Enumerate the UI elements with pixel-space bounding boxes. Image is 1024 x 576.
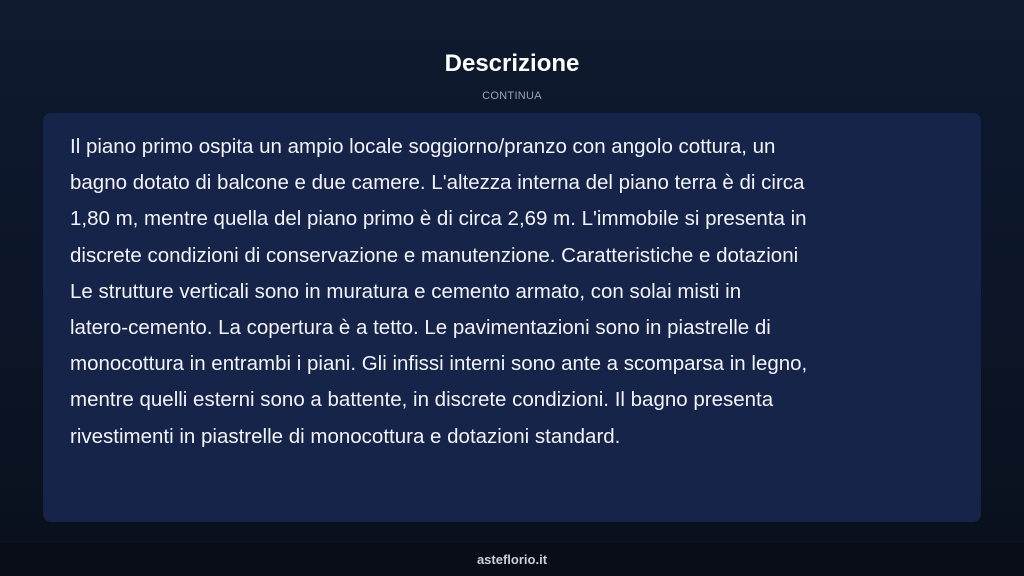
page-subtitle: CONTINUA: [482, 90, 542, 102]
description-line: mentre quelli esterni sono a battente, in discrete condizioni. Il bagno presenta: [70, 388, 774, 412]
description-line: 1,80 m, mentre quella del piano primo è di circa 2,69 m. L'immobile si presenta in: [70, 207, 807, 231]
description-card: [43, 113, 981, 522]
description-line: Il piano primo ospita un ampio locale soggiorno/pranzo con angolo cottura, un: [70, 135, 776, 158]
description-line: discrete condizioni di conservazione e manutenzione. Caratteristiche e dotazioni: [70, 243, 799, 267]
description-text: [70, 129, 953, 455]
footer-bar: [0, 543, 1024, 576]
footer-site-name: asteflorio.it: [476, 552, 548, 567]
description-line: monocottura in entrambi i piani. Gli infissi interni sono ante a scomparsa in legno,: [70, 352, 808, 376]
description-line: Le strutture verticali sono in muratura e cemento armato, con solai misti in: [70, 279, 742, 303]
description-line: latero-cemento. La copertura è a tetto. Le pavimentazioni sono in piastrelle di: [70, 316, 771, 340]
description-line: rivestimenti in piastrelle di monocottura e dotazioni standard.: [70, 424, 621, 448]
page-title: Descrizione: [444, 50, 580, 77]
description-line: bagno dotato di balcone e due camere. L'altezza interna del piano terra è di circa: [70, 171, 805, 195]
